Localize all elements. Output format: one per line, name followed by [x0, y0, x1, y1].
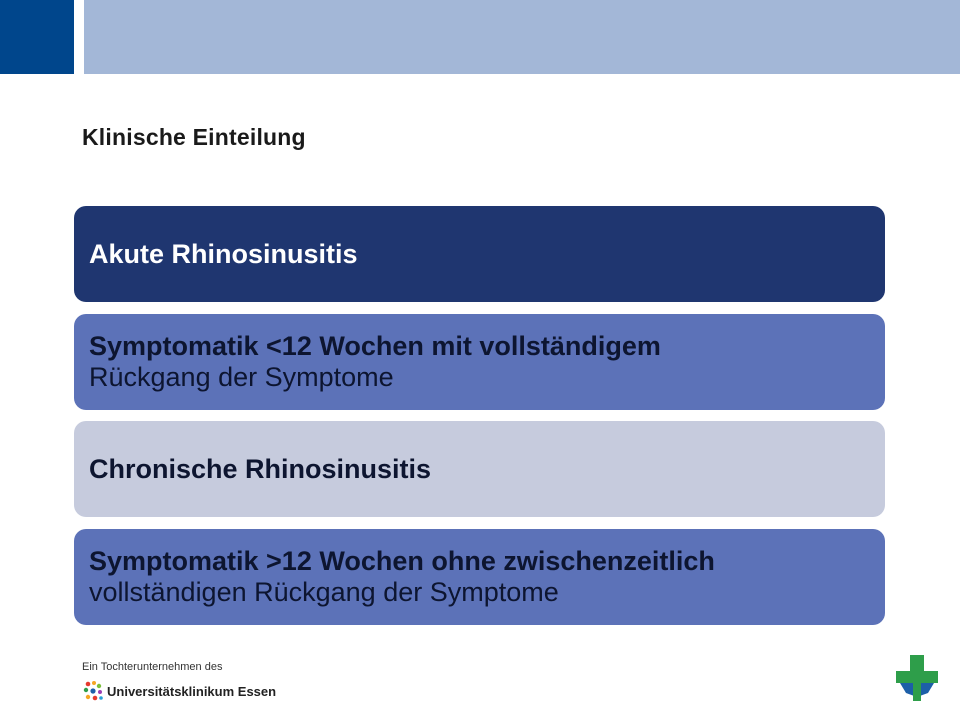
footer-subsidiary-text: Ein Tochterunternehmen des [82, 661, 223, 673]
box-chronic-heading: Chronische Rhinosinusitis [89, 453, 432, 484]
slide-title: Klinische Einteilung [82, 124, 306, 150]
box-acute-rhinosinusitis [74, 206, 885, 302]
clinic-cross-logo-icon [894, 655, 940, 701]
header-bar-dark [0, 0, 74, 74]
box-acute-definition-bold: Symptomatik <12 Wochen mit vollständigem [89, 331, 661, 361]
box-acute-definition-text: Rückgang der Symptome [89, 362, 394, 392]
box-acute-heading: Akute Rhinosinusitis [89, 238, 358, 269]
box-acute-definition [74, 314, 885, 410]
header-bar-light [84, 0, 960, 74]
box-chronic-definition-bold: Symptomatik >12 Wochen ohne zwischenzeitlich [89, 546, 715, 576]
footer-organization-logo [82, 679, 276, 703]
box-chronic-definition [74, 529, 885, 625]
university-hospital-logo-icon [82, 680, 104, 702]
box-chronic-rhinosinusitis [74, 421, 885, 517]
footer-organization-name: Universitätsklinikum Essen [107, 683, 277, 699]
box-chronic-definition-text: vollständigen Rückgang der Symptome [89, 577, 559, 607]
